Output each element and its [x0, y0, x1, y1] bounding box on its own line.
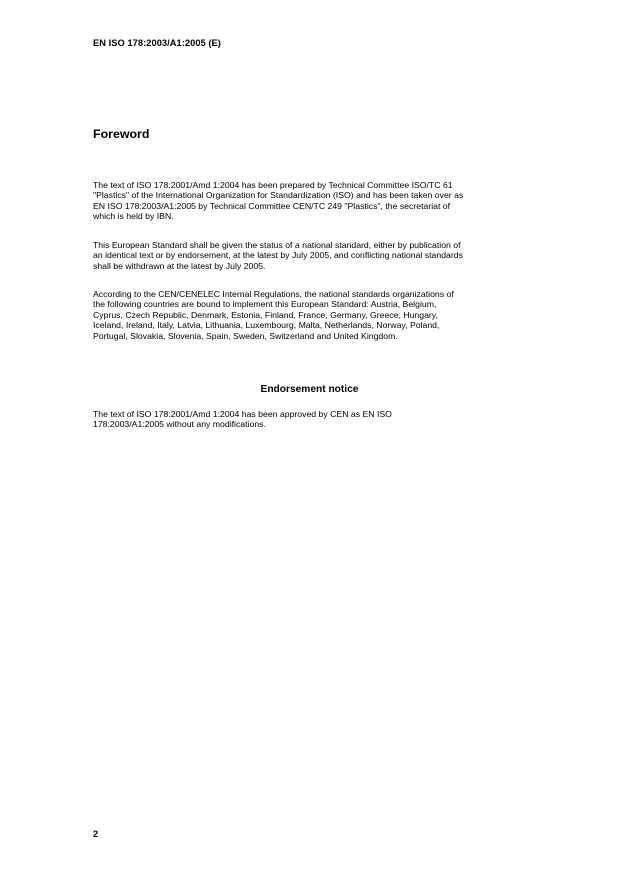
endorsement-paragraph [93, 409, 553, 430]
page-number: 2 [93, 829, 99, 839]
text-line: 178:2003/A1:2005 without any modifications. [93, 419, 266, 430]
text-line: Cyprus, Czech Republic, Denmark, Estonia, Finland, France, Germany, Greece, Hungary, [93, 309, 438, 320]
foreword-paragraph-1 [93, 180, 553, 222]
foreword-paragraph-2 [93, 240, 553, 271]
text-line: EN ISO 178:2003/A1:2005 by Technical Committee CEN/TC 249 "Plastics", the secretariat of [93, 200, 451, 211]
text-line: The text of ISO 178:2001/Amd 1:2004 has been approved by CEN as EN ISO [93, 409, 392, 419]
foreword-paragraph-3 [93, 289, 553, 341]
foreword-heading: Foreword [93, 127, 150, 141]
text-line: the following countries are bound to implement this European Standard: Austria, Belgium, [93, 299, 437, 310]
text-line: The text of ISO 178:2001/Amd 1:2004 has been prepared by Technical Committee ISO/TC 61 [93, 180, 453, 190]
text-line: shall be withdrawn at the latest by July 2005. [93, 260, 266, 271]
document-header: EN ISO 178:2003/A1:2005 (E) [93, 38, 221, 48]
text-line: an identical text or by endorsement, at the latest by July 2005, and conflicting national standards [93, 250, 463, 261]
text-line: which is held by IBN. [93, 211, 174, 222]
text-line: Iceland, Ireland, Italy, Latvia, Lithuania, Luxembourg, Malta, Netherlands, Norway, Poland, [93, 320, 440, 331]
text-line: This European Standard shall be given the status of a national standard, either by publication of [93, 240, 461, 250]
endorsement-heading: Endorsement notice [260, 384, 359, 395]
text-line: Portugal, Slovakia, Slovenia, Spain, Sweden, Switzerland and United Kingdom. [93, 330, 398, 341]
text-line: According to the CEN/CENELEC Internal Regulations, the national standards organizations of [93, 289, 454, 299]
text-line: "Plastics" of the International Organization for Standardization (ISO) and has been taken over as [93, 190, 464, 201]
